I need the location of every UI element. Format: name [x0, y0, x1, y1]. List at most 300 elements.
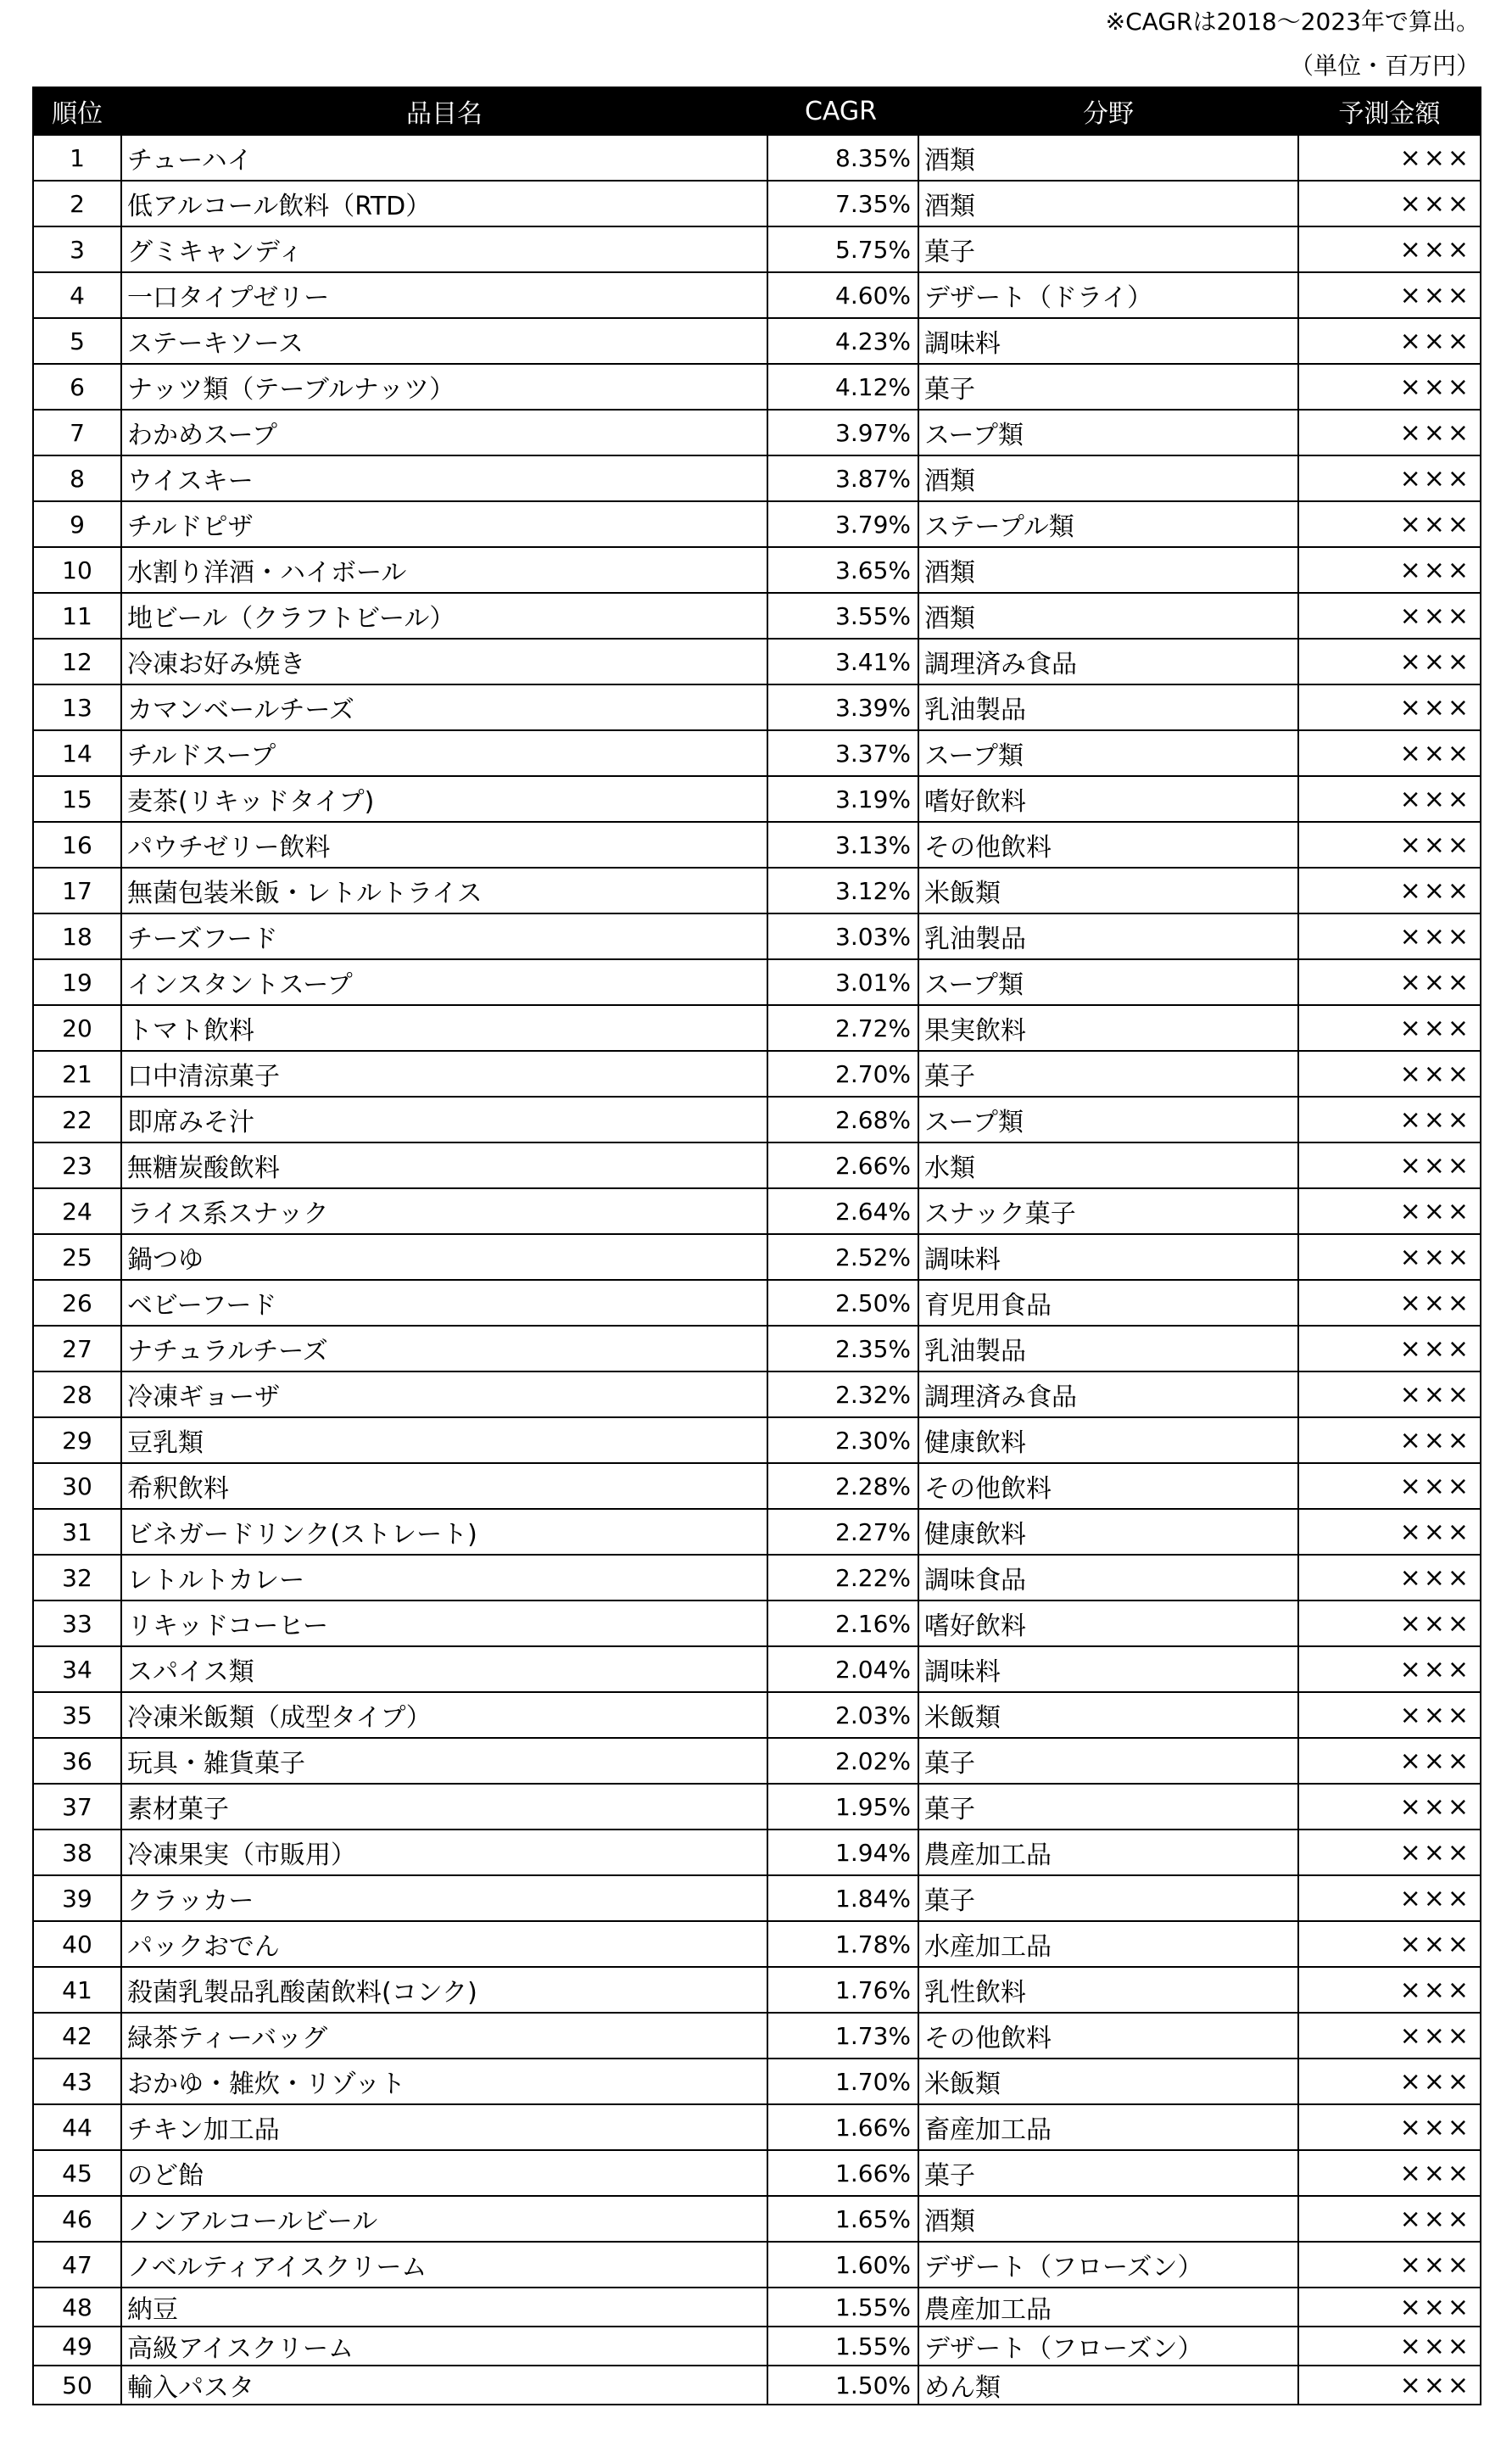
- header-rank: 順位: [33, 87, 121, 135]
- rank-cell: 8: [33, 455, 121, 501]
- amount-cell: ×××: [1298, 2013, 1481, 2059]
- amount-cell: ×××: [1298, 1005, 1481, 1051]
- field-cell: 調味料: [918, 1234, 1298, 1280]
- field-cell: その他飲料: [918, 1463, 1298, 1509]
- rank-cell: 20: [33, 1005, 121, 1051]
- amount-cell: ×××: [1298, 1967, 1481, 2013]
- table-row: [33, 1830, 1481, 1875]
- table-row: [33, 1326, 1481, 1371]
- cagr-period-note: ※CAGRは2018～2023年で算出。: [1105, 8, 1480, 36]
- amount-cell: ×××: [1298, 1326, 1481, 1371]
- rank-cell: 23: [33, 1142, 121, 1188]
- cagr-cell: 2.72%: [767, 1005, 918, 1051]
- amount-cell: ×××: [1298, 2288, 1481, 2327]
- cagr-cell: 3.13%: [767, 822, 918, 868]
- field-cell: その他飲料: [918, 2013, 1298, 2059]
- amount-cell: ×××: [1298, 1371, 1481, 1417]
- table-row: [33, 547, 1481, 593]
- item-name-cell: レトルトカレー: [121, 1555, 767, 1600]
- amount-cell: ×××: [1298, 1921, 1481, 1967]
- table-row: [33, 822, 1481, 868]
- item-name-cell: 冷凍お好み焼き: [121, 639, 767, 684]
- cagr-cell: 4.23%: [767, 318, 918, 364]
- field-cell: デザート（フローズン）: [918, 2327, 1298, 2366]
- cagr-cell: 1.65%: [767, 2196, 918, 2242]
- rank-cell: 31: [33, 1509, 121, 1555]
- cagr-cell: 2.66%: [767, 1142, 918, 1188]
- table-row: [33, 1463, 1481, 1509]
- table-row: [33, 868, 1481, 913]
- amount-cell: ×××: [1298, 1646, 1481, 1692]
- amount-cell: ×××: [1298, 1417, 1481, 1463]
- field-cell: 米飯類: [918, 2059, 1298, 2104]
- amount-cell: ×××: [1298, 455, 1481, 501]
- header-field: 分野: [918, 87, 1298, 135]
- rank-cell: 29: [33, 1417, 121, 1463]
- rank-cell: 26: [33, 1280, 121, 1326]
- cagr-cell: 2.03%: [767, 1692, 918, 1738]
- table-row: [33, 226, 1481, 272]
- field-cell: 調味料: [918, 1646, 1298, 1692]
- field-cell: 酒類: [918, 135, 1298, 181]
- table-row: [33, 2104, 1481, 2150]
- ranking-table: [32, 87, 1481, 2405]
- field-cell: 水類: [918, 1142, 1298, 1188]
- field-cell: 調味料: [918, 318, 1298, 364]
- field-cell: 農産加工品: [918, 2288, 1298, 2327]
- item-name-cell: 一口タイプゼリー: [121, 272, 767, 318]
- table-row: [33, 2327, 1481, 2366]
- table-body: [33, 135, 1481, 2405]
- table-row: [33, 776, 1481, 822]
- rank-cell: 50: [33, 2366, 121, 2405]
- rank-cell: 4: [33, 272, 121, 318]
- amount-cell: ×××: [1298, 639, 1481, 684]
- rank-cell: 36: [33, 1738, 121, 1784]
- item-name-cell: 冷凍ギョーザ: [121, 1371, 767, 1417]
- rank-cell: 11: [33, 593, 121, 639]
- amount-cell: ×××: [1298, 364, 1481, 410]
- table-row: [33, 1738, 1481, 1784]
- item-name-cell: 素材菓子: [121, 1784, 767, 1830]
- amount-cell: ×××: [1298, 868, 1481, 913]
- amount-cell: ×××: [1298, 1234, 1481, 1280]
- amount-cell: ×××: [1298, 2104, 1481, 2150]
- item-name-cell: のど飴: [121, 2150, 767, 2196]
- table-row: [33, 1097, 1481, 1142]
- cagr-cell: 2.27%: [767, 1509, 918, 1555]
- cagr-cell: 1.55%: [767, 2288, 918, 2327]
- item-name-cell: わかめスープ: [121, 410, 767, 455]
- table-row: [33, 913, 1481, 959]
- rank-cell: 46: [33, 2196, 121, 2242]
- amount-cell: ×××: [1298, 272, 1481, 318]
- cagr-cell: 3.19%: [767, 776, 918, 822]
- amount-cell: ×××: [1298, 593, 1481, 639]
- amount-cell: ×××: [1298, 2327, 1481, 2366]
- cagr-cell: 7.35%: [767, 181, 918, 226]
- amount-cell: ×××: [1298, 2196, 1481, 2242]
- item-name-cell: ナッツ類（テーブルナッツ）: [121, 364, 767, 410]
- rank-cell: 5: [33, 318, 121, 364]
- field-cell: 農産加工品: [918, 1830, 1298, 1875]
- rank-cell: 10: [33, 547, 121, 593]
- cagr-cell: 1.70%: [767, 2059, 918, 2104]
- item-name-cell: 鍋つゆ: [121, 1234, 767, 1280]
- cagr-cell: 3.39%: [767, 684, 918, 730]
- cagr-cell: 4.12%: [767, 364, 918, 410]
- cagr-cell: 3.37%: [767, 730, 918, 776]
- item-name-cell: 輸入パスタ: [121, 2366, 767, 2405]
- cagr-cell: 1.50%: [767, 2366, 918, 2405]
- item-name-cell: おかゆ・雑炊・リゾット: [121, 2059, 767, 2104]
- rank-cell: 25: [33, 1234, 121, 1280]
- cagr-cell: 2.64%: [767, 1188, 918, 1234]
- cagr-cell: 3.01%: [767, 959, 918, 1005]
- field-cell: 酒類: [918, 593, 1298, 639]
- field-cell: スナック菓子: [918, 1188, 1298, 1234]
- item-name-cell: 地ビール（クラフトビール）: [121, 593, 767, 639]
- amount-cell: ×××: [1298, 1692, 1481, 1738]
- item-name-cell: ウイスキー: [121, 455, 767, 501]
- table-row: [33, 1646, 1481, 1692]
- amount-cell: ×××: [1298, 135, 1481, 181]
- item-name-cell: 高級アイスクリーム: [121, 2327, 767, 2366]
- item-name-cell: スパイス類: [121, 1646, 767, 1692]
- table-row: [33, 1280, 1481, 1326]
- field-cell: 嗜好飲料: [918, 1600, 1298, 1646]
- field-cell: 乳油製品: [918, 913, 1298, 959]
- field-cell: スープ類: [918, 959, 1298, 1005]
- table-row: [33, 1005, 1481, 1051]
- rank-cell: 49: [33, 2327, 121, 2366]
- field-cell: 育児用食品: [918, 1280, 1298, 1326]
- field-cell: ステープル類: [918, 501, 1298, 547]
- item-name-cell: ベビーフード: [121, 1280, 767, 1326]
- rank-cell: 37: [33, 1784, 121, 1830]
- rank-cell: 45: [33, 2150, 121, 2196]
- cagr-cell: 2.04%: [767, 1646, 918, 1692]
- table-row: [33, 2013, 1481, 2059]
- table-row: [33, 1371, 1481, 1417]
- cagr-cell: 2.68%: [767, 1097, 918, 1142]
- rank-cell: 3: [33, 226, 121, 272]
- table-row: [33, 684, 1481, 730]
- rank-cell: 15: [33, 776, 121, 822]
- rank-cell: 24: [33, 1188, 121, 1234]
- item-name-cell: 冷凍果実（市販用）: [121, 1830, 767, 1875]
- field-cell: 菓子: [918, 1051, 1298, 1097]
- rank-cell: 21: [33, 1051, 121, 1097]
- table-row: [33, 959, 1481, 1005]
- table-row: [33, 2366, 1481, 2405]
- rank-cell: 48: [33, 2288, 121, 2327]
- table-row: [33, 181, 1481, 226]
- unit-note: （単位・百万円）: [1289, 52, 1480, 80]
- cagr-cell: 2.28%: [767, 1463, 918, 1509]
- field-cell: 酒類: [918, 181, 1298, 226]
- amount-cell: ×××: [1298, 501, 1481, 547]
- amount-cell: ×××: [1298, 2242, 1481, 2288]
- amount-cell: ×××: [1298, 1600, 1481, 1646]
- rank-cell: 6: [33, 364, 121, 410]
- field-cell: 酒類: [918, 547, 1298, 593]
- cagr-cell: 2.22%: [767, 1555, 918, 1600]
- item-name-cell: ノンアルコールビール: [121, 2196, 767, 2242]
- field-cell: 菓子: [918, 1784, 1298, 1830]
- amount-cell: ×××: [1298, 1830, 1481, 1875]
- table-row: [33, 410, 1481, 455]
- cagr-cell: 4.60%: [767, 272, 918, 318]
- field-cell: スープ類: [918, 1097, 1298, 1142]
- field-cell: 米飯類: [918, 868, 1298, 913]
- table-row: [33, 2150, 1481, 2196]
- field-cell: スープ類: [918, 410, 1298, 455]
- cagr-cell: 2.32%: [767, 1371, 918, 1417]
- rank-cell: 17: [33, 868, 121, 913]
- rank-cell: 41: [33, 1967, 121, 2013]
- amount-cell: ×××: [1298, 1097, 1481, 1142]
- item-name-cell: クラッカー: [121, 1875, 767, 1921]
- cagr-cell: 2.02%: [767, 1738, 918, 1784]
- item-name-cell: 即席みそ汁: [121, 1097, 767, 1142]
- table-row: [33, 2242, 1481, 2288]
- amount-cell: ×××: [1298, 1738, 1481, 1784]
- rank-cell: 1: [33, 135, 121, 181]
- cagr-cell: 1.73%: [767, 2013, 918, 2059]
- field-cell: 酒類: [918, 455, 1298, 501]
- header-cagr: CAGR: [767, 87, 918, 135]
- rank-cell: 16: [33, 822, 121, 868]
- cagr-cell: 1.60%: [767, 2242, 918, 2288]
- item-name-cell: 豆乳類: [121, 1417, 767, 1463]
- item-name-cell: ライス系スナック: [121, 1188, 767, 1234]
- cagr-cell: 1.78%: [767, 1921, 918, 1967]
- item-name-cell: 麦茶(リキッドタイプ): [121, 776, 767, 822]
- rank-cell: 32: [33, 1555, 121, 1600]
- item-name-cell: 納豆: [121, 2288, 767, 2327]
- item-name-cell: リキッドコーヒー: [121, 1600, 767, 1646]
- table-row: [33, 1142, 1481, 1188]
- item-name-cell: ノベルティアイスクリーム: [121, 2242, 767, 2288]
- amount-cell: ×××: [1298, 410, 1481, 455]
- cagr-cell: 2.35%: [767, 1326, 918, 1371]
- header-name: 品目名: [121, 87, 767, 135]
- rank-cell: 40: [33, 1921, 121, 1967]
- rank-cell: 27: [33, 1326, 121, 1371]
- cagr-cell: 5.75%: [767, 226, 918, 272]
- amount-cell: ×××: [1298, 2150, 1481, 2196]
- rank-cell: 43: [33, 2059, 121, 2104]
- rank-cell: 33: [33, 1600, 121, 1646]
- cagr-cell: 3.03%: [767, 913, 918, 959]
- item-name-cell: 緑茶ティーバッグ: [121, 2013, 767, 2059]
- amount-cell: ×××: [1298, 959, 1481, 1005]
- cagr-cell: 2.50%: [767, 1280, 918, 1326]
- table-row: [33, 1188, 1481, 1234]
- amount-cell: ×××: [1298, 730, 1481, 776]
- amount-cell: ×××: [1298, 1051, 1481, 1097]
- field-cell: 乳性飲料: [918, 1967, 1298, 2013]
- amount-cell: ×××: [1298, 1555, 1481, 1600]
- cagr-cell: 8.35%: [767, 135, 918, 181]
- table-row: [33, 1051, 1481, 1097]
- item-name-cell: パウチゼリー飲料: [121, 822, 767, 868]
- table-row: [33, 1967, 1481, 2013]
- field-cell: デザート（フローズン）: [918, 2242, 1298, 2288]
- cagr-cell: 1.76%: [767, 1967, 918, 2013]
- item-name-cell: チューハイ: [121, 135, 767, 181]
- table-row: [33, 639, 1481, 684]
- field-cell: 水産加工品: [918, 1921, 1298, 1967]
- item-name-cell: 低アルコール飲料（RTD）: [121, 181, 767, 226]
- table-row: [33, 593, 1481, 639]
- rank-cell: 39: [33, 1875, 121, 1921]
- cagr-cell: 3.97%: [767, 410, 918, 455]
- item-name-cell: トマト飲料: [121, 1005, 767, 1051]
- field-cell: その他飲料: [918, 822, 1298, 868]
- item-name-cell: ステーキソース: [121, 318, 767, 364]
- field-cell: 嗜好飲料: [918, 776, 1298, 822]
- field-cell: 畜産加工品: [918, 2104, 1298, 2150]
- table-row: [33, 1875, 1481, 1921]
- field-cell: 菓子: [918, 364, 1298, 410]
- table-row: [33, 2288, 1481, 2327]
- cagr-cell: 1.95%: [767, 1784, 918, 1830]
- table-row: [33, 501, 1481, 547]
- table-row: [33, 2196, 1481, 2242]
- table-row: [33, 730, 1481, 776]
- cagr-cell: 1.66%: [767, 2150, 918, 2196]
- item-name-cell: 希釈飲料: [121, 1463, 767, 1509]
- amount-cell: ×××: [1298, 1784, 1481, 1830]
- cagr-cell: 3.55%: [767, 593, 918, 639]
- amount-cell: ×××: [1298, 181, 1481, 226]
- amount-cell: ×××: [1298, 684, 1481, 730]
- item-name-cell: インスタントスープ: [121, 959, 767, 1005]
- amount-cell: ×××: [1298, 2059, 1481, 2104]
- rank-cell: 28: [33, 1371, 121, 1417]
- item-name-cell: 水割り洋酒・ハイボール: [121, 547, 767, 593]
- amount-cell: ×××: [1298, 226, 1481, 272]
- item-name-cell: チルドピザ: [121, 501, 767, 547]
- item-name-cell: パックおでん: [121, 1921, 767, 1967]
- table-row: [33, 135, 1481, 181]
- table-row: [33, 1921, 1481, 1967]
- amount-cell: ×××: [1298, 913, 1481, 959]
- rank-cell: 30: [33, 1463, 121, 1509]
- cagr-cell: 1.84%: [767, 1875, 918, 1921]
- table-row: [33, 1417, 1481, 1463]
- field-cell: 菓子: [918, 1738, 1298, 1784]
- rank-cell: 19: [33, 959, 121, 1005]
- field-cell: 果実飲料: [918, 1005, 1298, 1051]
- field-cell: 菓子: [918, 226, 1298, 272]
- cagr-cell: 2.70%: [767, 1051, 918, 1097]
- amount-cell: ×××: [1298, 822, 1481, 868]
- item-name-cell: ビネガードリンク(ストレート): [121, 1509, 767, 1555]
- amount-cell: ×××: [1298, 776, 1481, 822]
- field-cell: 健康飲料: [918, 1417, 1298, 1463]
- item-name-cell: ナチュラルチーズ: [121, 1326, 767, 1371]
- field-cell: 乳油製品: [918, 1326, 1298, 1371]
- cagr-cell: 2.16%: [767, 1600, 918, 1646]
- cagr-cell: 3.65%: [767, 547, 918, 593]
- table-row: [33, 364, 1481, 410]
- table-row: [33, 1234, 1481, 1280]
- table-row: [33, 455, 1481, 501]
- item-name-cell: 無菌包装米飯・レトルトライス: [121, 868, 767, 913]
- rank-cell: 47: [33, 2242, 121, 2288]
- rank-cell: 18: [33, 913, 121, 959]
- table-row: [33, 1555, 1481, 1600]
- amount-cell: ×××: [1298, 1509, 1481, 1555]
- field-cell: 調理済み食品: [918, 639, 1298, 684]
- item-name-cell: 冷凍米飯類（成型タイプ）: [121, 1692, 767, 1738]
- amount-cell: ×××: [1298, 1280, 1481, 1326]
- table-row: [33, 1692, 1481, 1738]
- table-row: [33, 1600, 1481, 1646]
- rank-cell: 12: [33, 639, 121, 684]
- item-name-cell: 無糖炭酸飲料: [121, 1142, 767, 1188]
- rank-cell: 9: [33, 501, 121, 547]
- rank-cell: 13: [33, 684, 121, 730]
- table-row: [33, 272, 1481, 318]
- rank-cell: 35: [33, 1692, 121, 1738]
- amount-cell: ×××: [1298, 1875, 1481, 1921]
- rank-cell: 2: [33, 181, 121, 226]
- rank-cell: 34: [33, 1646, 121, 1692]
- cagr-cell: 2.30%: [767, 1417, 918, 1463]
- field-cell: 乳油製品: [918, 684, 1298, 730]
- table-row: [33, 318, 1481, 364]
- rank-cell: 38: [33, 1830, 121, 1875]
- cagr-cell: 3.87%: [767, 455, 918, 501]
- table-row: [33, 1509, 1481, 1555]
- item-name-cell: 口中清涼菓子: [121, 1051, 767, 1097]
- rank-cell: 7: [33, 410, 121, 455]
- amount-cell: ×××: [1298, 318, 1481, 364]
- rank-cell: 42: [33, 2013, 121, 2059]
- table-row: [33, 2059, 1481, 2104]
- rank-cell: 22: [33, 1097, 121, 1142]
- field-cell: 米飯類: [918, 1692, 1298, 1738]
- cagr-cell: 3.79%: [767, 501, 918, 547]
- item-name-cell: グミキャンディ: [121, 226, 767, 272]
- item-name-cell: 殺菌乳製品乳酸菌飲料(コンク): [121, 1967, 767, 2013]
- rank-cell: 14: [33, 730, 121, 776]
- table-row: [33, 1784, 1481, 1830]
- field-cell: 酒類: [918, 2196, 1298, 2242]
- amount-cell: ×××: [1298, 547, 1481, 593]
- field-cell: 調理済み食品: [918, 1371, 1298, 1417]
- cagr-cell: 1.94%: [767, 1830, 918, 1875]
- cagr-cell: 1.55%: [767, 2327, 918, 2366]
- amount-cell: ×××: [1298, 1142, 1481, 1188]
- item-name-cell: チーズフード: [121, 913, 767, 959]
- field-cell: めん類: [918, 2366, 1298, 2405]
- field-cell: スープ類: [918, 730, 1298, 776]
- header-amount: 予測金額: [1298, 87, 1481, 135]
- field-cell: 健康飲料: [918, 1509, 1298, 1555]
- item-name-cell: カマンベールチーズ: [121, 684, 767, 730]
- field-cell: デザート（ドライ）: [918, 272, 1298, 318]
- item-name-cell: チキン加工品: [121, 2104, 767, 2150]
- amount-cell: ×××: [1298, 2366, 1481, 2405]
- cagr-cell: 3.12%: [767, 868, 918, 913]
- item-name-cell: チルドスープ: [121, 730, 767, 776]
- field-cell: 調味食品: [918, 1555, 1298, 1600]
